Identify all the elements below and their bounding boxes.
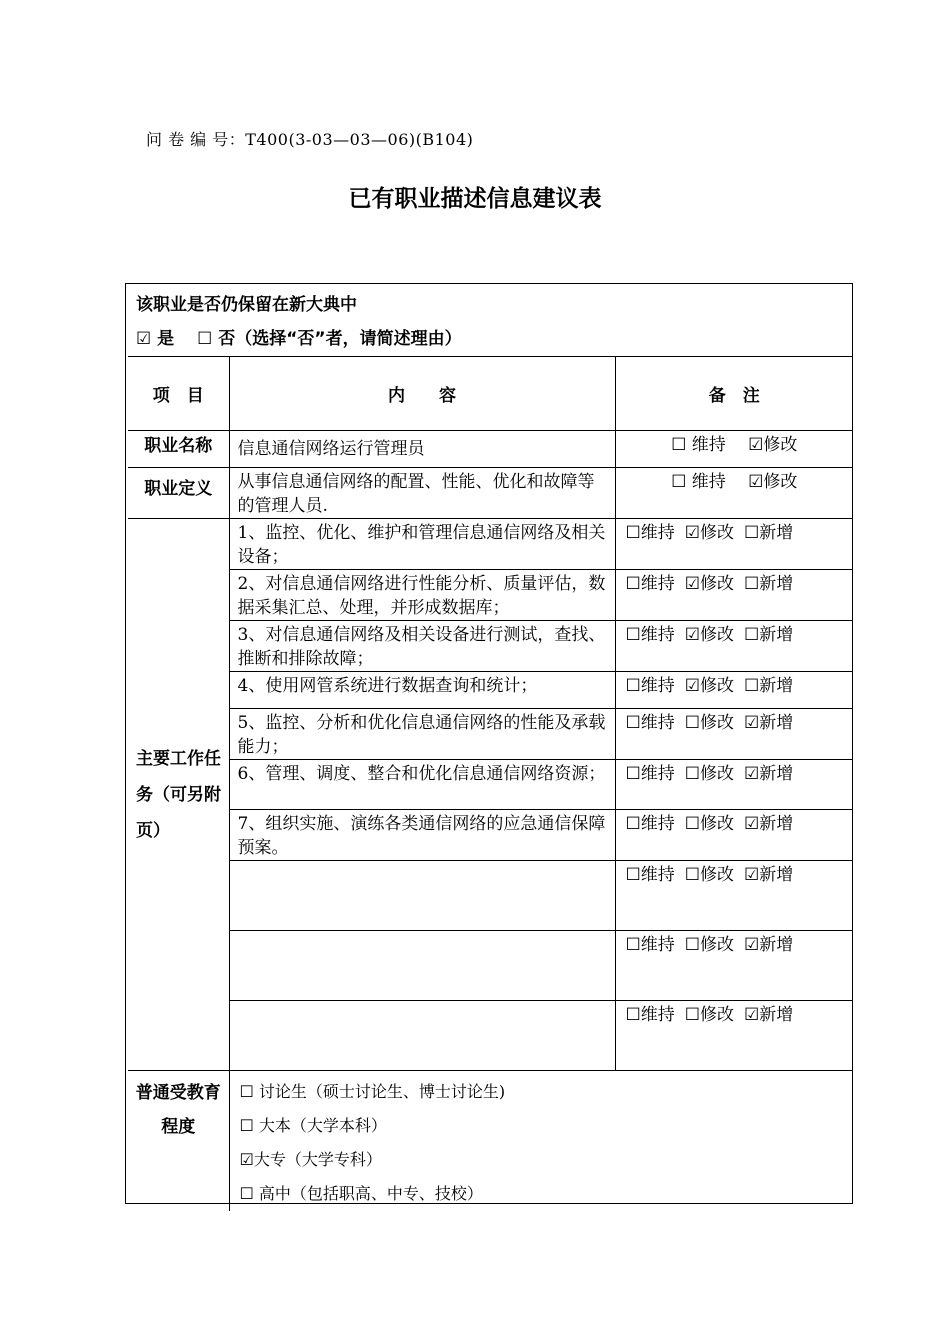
task-note [615, 861, 853, 931]
education-row [128, 1071, 853, 1212]
retain-answer[interactable]: ☑ 是 ☐ 否（选择“否”者，请简述理由） [136, 329, 462, 349]
occupation-definition-label: 职业定义 [128, 468, 229, 519]
task-note [615, 709, 853, 760]
task-note [615, 672, 853, 709]
page-title: 已有职业描述信息建议表 [348, 186, 602, 212]
add-option[interactable]: ☐新增 [744, 676, 794, 696]
maintain-option[interactable]: ☐维持 [625, 764, 675, 784]
modify-option[interactable]: ☐修改 [684, 814, 734, 834]
header-row [128, 357, 853, 431]
maintain-option[interactable]: ☐维持 [625, 523, 675, 543]
suggestion-form-table [128, 286, 853, 1211]
task-row [128, 519, 853, 570]
task-text[interactable] [229, 861, 615, 931]
task-note [615, 621, 853, 672]
add-option[interactable]: ☑新增 [744, 764, 794, 784]
task-row [128, 810, 853, 861]
add-option[interactable]: ☑新增 [744, 814, 794, 834]
task-text[interactable] [229, 1001, 615, 1071]
column-header-content: 内 容 [229, 357, 615, 431]
column-header-item: 项 目 [128, 357, 229, 431]
add-option[interactable]: ☐新增 [744, 625, 794, 645]
add-option[interactable]: ☑新增 [744, 713, 794, 733]
maintain-option[interactable]: ☐维持 [625, 713, 675, 733]
modify-option[interactable]: ☑修改 [684, 574, 734, 594]
education-option-bachelor[interactable]: ☐ 大本（大学本科） [239, 1116, 387, 1135]
education-option-high-school[interactable]: ☐ 高中（包括职高、中专、技校） [239, 1184, 483, 1203]
occupation-name-note[interactable]: ☐ 维持 ☑修改 [615, 431, 853, 468]
maintain-option[interactable]: ☐维持 [625, 1005, 675, 1025]
task-note [615, 810, 853, 861]
task-row [128, 570, 853, 621]
task-text: 1、监控、优化、维护和管理信息通信网络及相关设备； [229, 519, 615, 570]
task-note [615, 760, 853, 810]
task-note [615, 931, 853, 1001]
task-row [128, 672, 853, 709]
add-option[interactable]: ☑新增 [744, 935, 794, 955]
column-header-note: 备 注 [615, 357, 853, 431]
task-text: 5、监控、分析和优化信息通信网络的性能及承载能力； [229, 709, 615, 760]
add-option[interactable]: ☐新增 [744, 523, 794, 543]
maintain-option[interactable]: ☐维持 [625, 625, 675, 645]
maintain-option[interactable]: ☐维持 [625, 676, 675, 696]
occupation-definition-row [128, 468, 853, 519]
modify-option[interactable]: ☐修改 [684, 713, 734, 733]
occupation-definition-value: 从事信息通信网络的配置、性能、优化和故障等的管理人员. [229, 468, 615, 519]
modify-option[interactable]: ☑修改 [684, 625, 734, 645]
task-row [128, 861, 853, 931]
maintain-option[interactable]: ☐维持 [625, 865, 675, 885]
add-option[interactable]: ☐新增 [744, 574, 794, 594]
occupation-name-value: 信息通信网络运行管理员 [229, 431, 615, 468]
modify-option[interactable]: ☐修改 [684, 865, 734, 885]
maintain-option[interactable]: ☐维持 [625, 574, 675, 594]
retain-question: 该职业是否仍保留在新大典中 [136, 295, 357, 315]
modify-option[interactable]: ☐修改 [684, 1005, 734, 1025]
main-tasks-label: 主要工作任务（可另附页） [128, 519, 229, 1071]
task-text[interactable] [229, 931, 615, 1001]
task-note [615, 570, 853, 621]
add-option[interactable]: ☑新增 [744, 1005, 794, 1025]
modify-option[interactable]: ☑修改 [684, 676, 734, 696]
occupation-name-row [128, 431, 853, 468]
modify-option[interactable]: ☑修改 [684, 523, 734, 543]
task-text: 2、对信息通信网络进行性能分析、质量评估，数据采集汇总、处理，并形成数据库； [229, 570, 615, 621]
questionnaire-number: 问 卷 编 号：T400(3-03—03—06)(B104) [146, 130, 474, 149]
task-row [128, 709, 853, 760]
task-row [128, 621, 853, 672]
task-text: 7、组织实施、演练各类通信网络的应急通信保障预案。 [229, 810, 615, 861]
task-note [615, 519, 853, 570]
education-option-college[interactable]: ☑大专（大学专科） [239, 1150, 382, 1169]
task-text: 6、管理、调度、整合和优化信息通信网络资源； [229, 760, 615, 810]
modify-option[interactable]: ☐修改 [684, 764, 734, 784]
task-row [128, 931, 853, 1001]
task-row [128, 1001, 853, 1071]
occupation-name-label: 职业名称 [128, 431, 229, 468]
modify-option[interactable]: ☐修改 [684, 935, 734, 955]
education-options [229, 1071, 853, 1212]
occupation-definition-note[interactable]: ☐ 维持 ☑修改 [615, 468, 853, 519]
task-note [615, 1001, 853, 1071]
maintain-option[interactable]: ☐维持 [625, 814, 675, 834]
retain-row [128, 286, 853, 357]
retain-cell [128, 286, 853, 357]
education-option-postgraduate[interactable]: ☐ 讨论生（硕士讨论生、博士讨论生) [239, 1082, 506, 1101]
education-label: 普通受教育程度 [128, 1071, 229, 1212]
task-text: 4、使用网管系统进行数据查询和统计； [229, 672, 615, 709]
add-option[interactable]: ☑新增 [744, 865, 794, 885]
maintain-option[interactable]: ☐维持 [625, 935, 675, 955]
task-row [128, 760, 853, 810]
task-text: 3、对信息通信网络及相关设备进行测试，查找、推断和排除故障； [229, 621, 615, 672]
